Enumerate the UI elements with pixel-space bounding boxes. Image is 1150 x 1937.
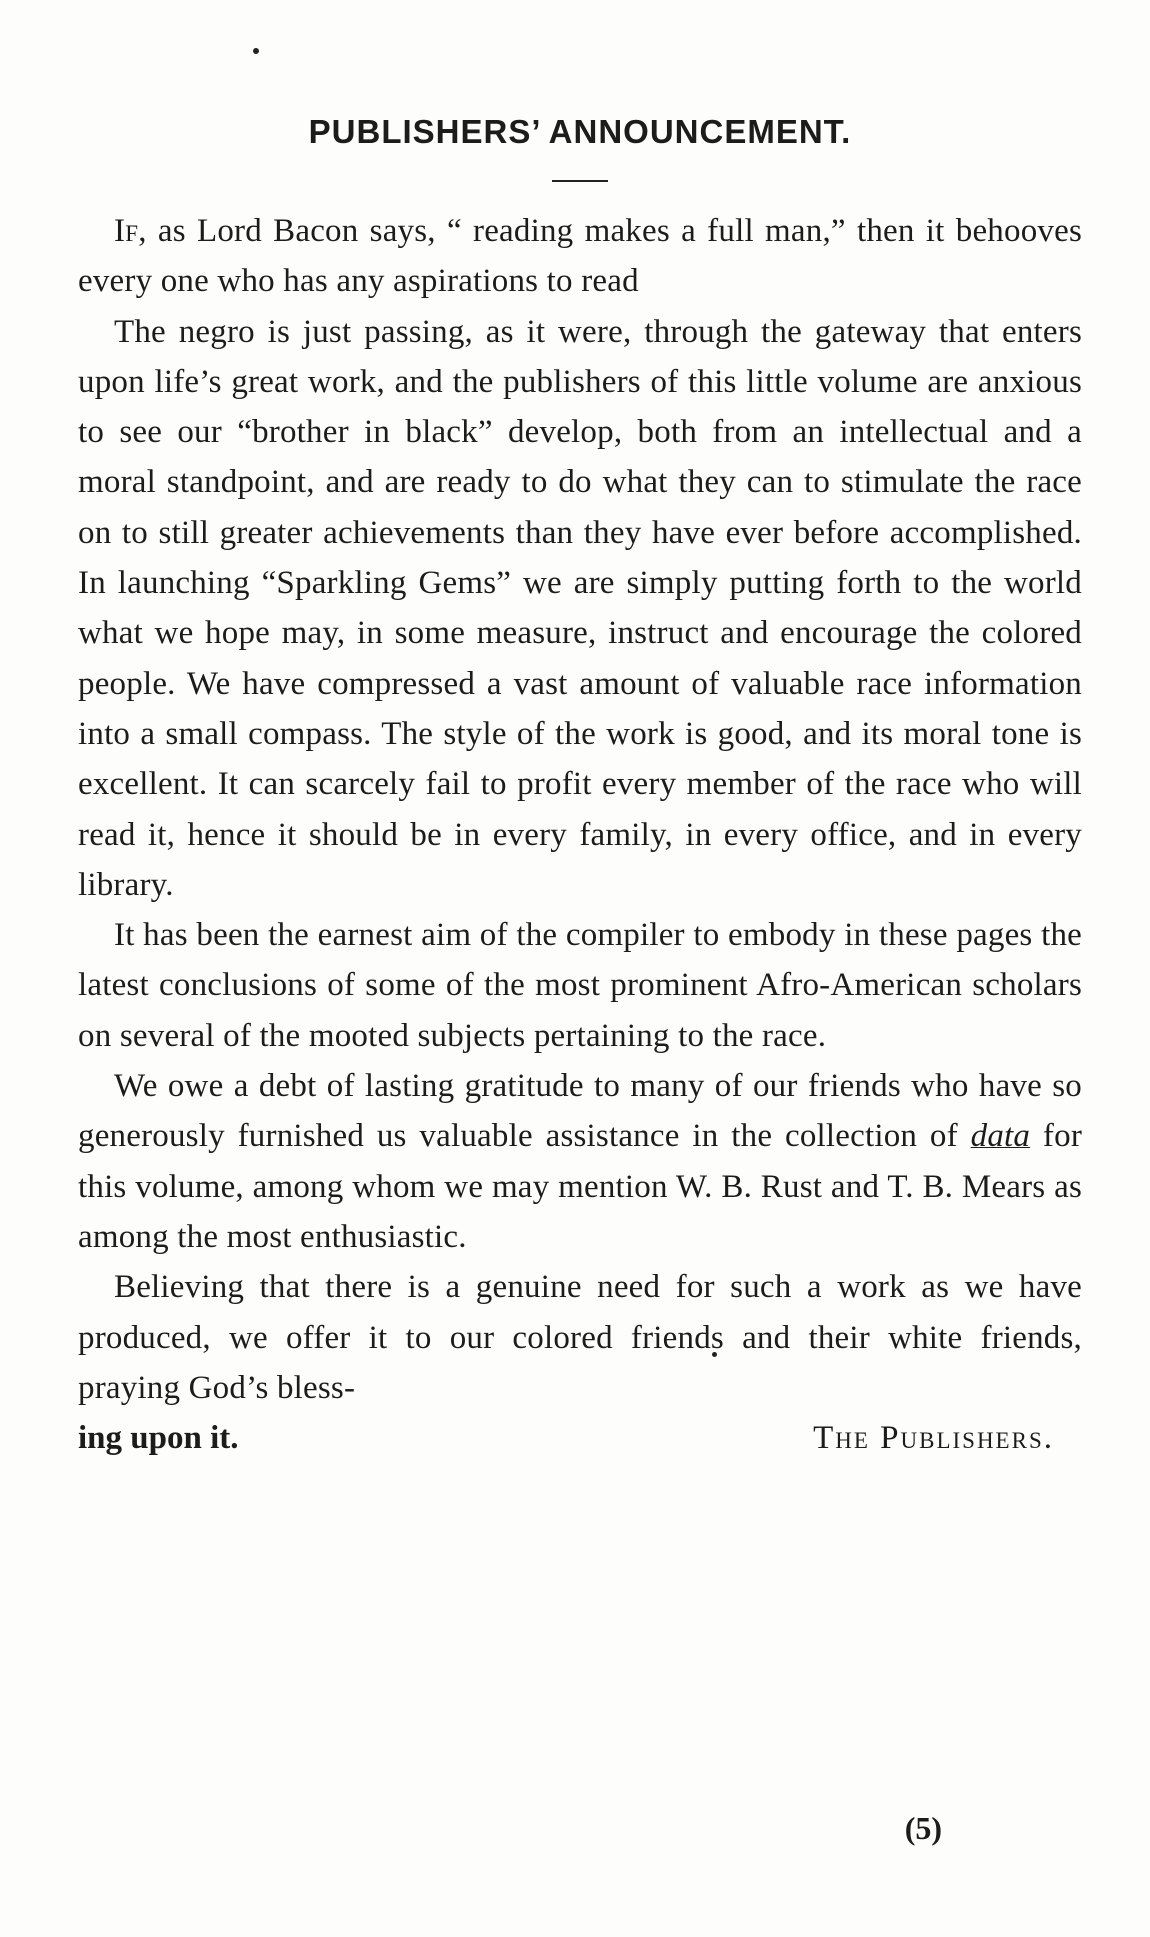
paragraph-4-text: We owe a debt of lasting gratitude to many of our friends who have so generously furnished us valuable assistance in the collection of [78, 1068, 1082, 1155]
italic-word: data [970, 1118, 1031, 1155]
paragraph-3: It has been the earnest aim of the compiler to embody in these pages the latest conclusions of some of the most prominent Afro-American scholars on several of the mooted subjects pertaining to the race. [78, 917, 1082, 1054]
page-content [78, 110, 1083, 1846]
paragraph-1-text: , as Lord Bacon says, “ reading makes a full man,” then it behooves every one who has any aspirations to read [78, 213, 1082, 300]
announcement-body [78, 206, 1082, 1463]
paragraph-5: Believing that there is a genuine need for such a work as we have produced, we offer it to our colored friends and their white friends, praying God’s bless- [78, 1269, 1082, 1406]
paragraph-4 [78, 1061, 1082, 1262]
closing-text: ing upon it. [78, 1420, 239, 1457]
paragraph-4-text-end: for this volume, among whom we may mention W. B. Rust and T. B. Mears as among the most enthusiastic. [78, 1118, 1083, 1255]
drop-word: If [114, 213, 139, 249]
title-rule [552, 180, 608, 182]
page-number: (5) [904, 1810, 942, 1846]
closing-line [78, 1413, 1082, 1463]
paragraph-2: The negro is just passing, as it were, through the gateway that enters upon life’s great work, and the publishers of this little volume are anxious to see our “brother in black” develop, both from an intellectual and a moral standpoint, and are ready to do what they can to stimulate the race on to still greater achievements than they have ever before accomplished. In launching “Sparkling Gems” we are simply putting forth to the world what we hope may, in some measure, instruct and encourage the colored people. We have compressed a vast amount of valuable race information into a small compass. The style of the work is good, and its moral tone is excellent. It can scarcely fail to profit every member of the race who will read it, hence it should be in every family, in every office, and in every library. [78, 313, 1082, 903]
signature: The Publishers. [813, 1420, 1054, 1457]
paragraph-1 [78, 206, 1082, 307]
ink-dot [253, 48, 259, 54]
page-title: PUBLISHERS’ ANNOUNCEMENT. [308, 113, 852, 150]
